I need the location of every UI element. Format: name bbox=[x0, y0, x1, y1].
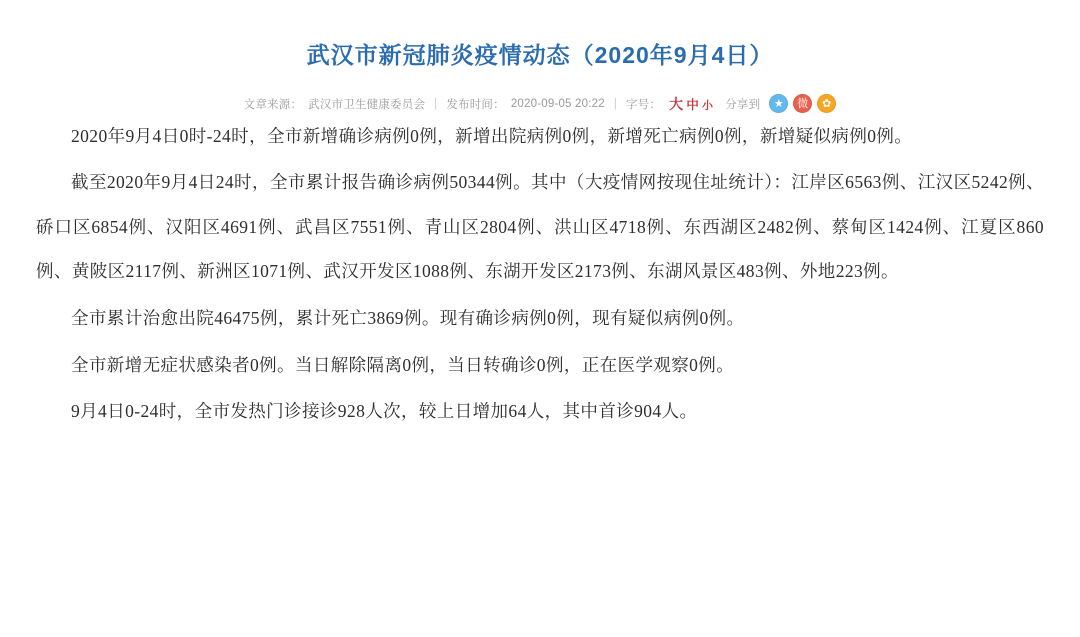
font-size-controls bbox=[669, 94, 713, 114]
publish-time-label: 发布时间： bbox=[446, 98, 505, 111]
meta-separator-2: | bbox=[613, 97, 618, 110]
paragraph-fever-clinic: 9月4日0-24时，全市发热门诊接诊928人次，较上日增加64人，其中首诊904人。 bbox=[71, 401, 698, 422]
qzone-share-icon[interactable]: ★ bbox=[769, 94, 788, 113]
share-icon-group bbox=[769, 94, 836, 113]
meta-separator-1: | bbox=[434, 97, 438, 110]
source-label: 文章来源： bbox=[243, 98, 303, 111]
font-size-small-button[interactable]: 小 bbox=[702, 99, 714, 112]
font-size-large-button[interactable]: 大 bbox=[669, 95, 684, 112]
renren-share-icon[interactable]: ✿ bbox=[817, 94, 836, 113]
article-body bbox=[0, 114, 1080, 434]
article-page bbox=[0, 15, 1080, 637]
publish-time-value: 2020-09-05 20:22 bbox=[510, 97, 605, 110]
paragraph-recovered-deaths: 全市累计治愈出院46475例，累计死亡3869例。现有确诊病例0例，现有疑似病例0例。 bbox=[71, 308, 745, 329]
font-size-medium-button[interactable]: 中 bbox=[686, 97, 700, 112]
paragraph-asymptomatic: 全市新增无症状感染者0例。当日解除隔离0例，当日转确诊0例，正在医学观察0例。 bbox=[71, 354, 735, 375]
paragraph-daily-summary: 2020年9月4日0时-24时，全市新增确诊病例0例，新增出院病例0例，新增死亡病例0例，新增疑似病例0例。 bbox=[71, 125, 913, 146]
article-meta-bar bbox=[0, 94, 1080, 114]
page-title: 武汉市新冠肺炎疫情动态（2020年9月4日） bbox=[306, 42, 774, 69]
share-label: 分享到 bbox=[725, 98, 761, 111]
source-value: 武汉市卫生健康委员会 bbox=[308, 98, 426, 111]
paragraph-cumulative-by-district: 截至2020年9月4日24时，全市累计报告确诊病例50344例。其中（大疫情网按现住址统计）：江岸区6563例、江汉区5242例、硚口区6854例、汉阳区4691例、武昌区7551例、青山区2804例、洪山区4718例、东西湖区2482例、蔡甸区1424例、江夏区860例、黄陂区2117例、新洲区1071例、武汉开发区1088例、东湖开发区2173例、东湖风景区483例、外地223例。 bbox=[36, 172, 1044, 282]
weibo-share-icon[interactable]: 微 bbox=[793, 94, 812, 113]
font-size-label: 字号： bbox=[626, 98, 662, 111]
